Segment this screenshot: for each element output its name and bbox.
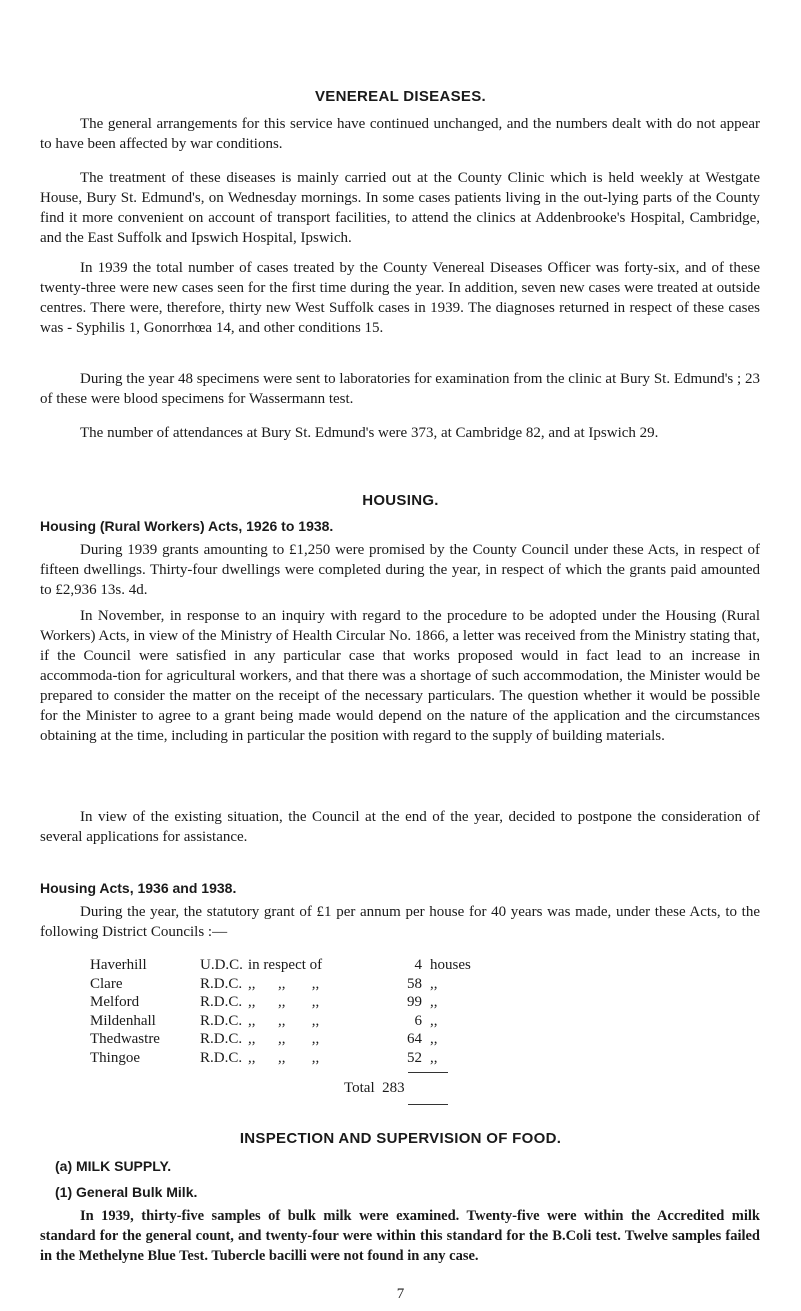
respect-text: in respect of [248, 957, 323, 973]
council-name: Haverhill [90, 957, 147, 973]
paragraph: In 1939, thirty-five samples of bulk milk were examined. Twenty-five were within the Accredited milk standard for the general count, and twenty-four were within this standard for the B.Coli test. Twelve samples failed in the Methelyne Blue Test. Tubercle bacilli were not found in any case. [40, 1208, 760, 1264]
paragraph: The general arrangements for this service have continued unchanged, and the numbers dealt with do not appear to have been affected by war conditions. [40, 116, 760, 152]
council-type: R.D.C. [200, 994, 243, 1010]
paragraph: In 1939 the total number of cases treated by the County Venereal Diseases Officer was forty-six, and of these twenty-three were new cases seen for the first time during the year. In addition, seven new cases were treated at outside centres. There were, therefore, thirty new West Suffolk cases in 1939. The diagnoses returned in respect of these cases was - Syphilis 1, Gonorrhœa 14, and other conditions 15. [40, 260, 760, 336]
page-number: 7 [396, 1286, 405, 1302]
council-type: R.D.C. [200, 1031, 243, 1047]
section-title-inspection: INSPECTION AND SUPERVISION OF FOOD. [239, 1130, 562, 1147]
council-name: Clare [90, 975, 123, 992]
house-count: 4 [414, 957, 422, 973]
respect-text: ,, ,, ,, [248, 1049, 320, 1066]
section-title-housing: HOUSING. [362, 492, 439, 509]
house-count: 58 [407, 975, 422, 992]
subheading-milk-supply: (a) MILK SUPPLY. [55, 1158, 172, 1174]
total-label: Total [344, 1080, 375, 1096]
unit: ,, [430, 1031, 438, 1047]
respect-text: ,, ,, ,, [248, 994, 320, 1010]
house-count: 6 [414, 1012, 422, 1029]
council-name: Thingoe [90, 1049, 140, 1066]
paragraph: In view of the existing situation, the Council at the end of the year, decided to postpone the consideration of several applications for assistance. [40, 809, 760, 845]
unit: houses [430, 957, 471, 973]
table-row [90, 1049, 500, 1068]
council-type: R.D.C. [200, 1049, 243, 1066]
paragraph: The number of attendances at Bury St. Edmund's were 373, at Cambridge 82, and at Ipswich 29. [80, 425, 659, 441]
unit: ,, [430, 1012, 438, 1029]
council-type: R.D.C. [200, 1012, 243, 1029]
respect-text: ,, ,, ,, [248, 1012, 320, 1029]
house-count: 99 [407, 994, 422, 1010]
paragraph: In November, in response to an inquiry with regard to the procedure to be adopted under the Housing (Rural Workers) Acts, in view of the Ministry of Health Circular No. 1866, a letter was received from the Ministry stating that, if the Council were satisfied in any particular case that works proposed would in fact lead to an increase in accommoda-tion for agricultural workers, and that there was a shortage of such accommodation, the Minister would be prepared to consider the matter on the receipt of the necessary particulars. The question whether it would be possible for the Minister to agree to a grant being made would depend on the nature of the application and the circumstances obtaining at the time, including in particular the position with regard to the supply of building materials. [40, 608, 760, 744]
table-row [90, 1012, 500, 1031]
council-name: Mildenhall [90, 1012, 156, 1029]
unit: ,, [430, 1049, 438, 1066]
house-count: 64 [407, 1031, 422, 1047]
sum-rule-bottom [408, 1104, 448, 1105]
total-row [344, 1080, 405, 1097]
sum-rule-top [408, 1072, 448, 1073]
council-name: Melford [90, 994, 140, 1010]
house-count: 52 [407, 1049, 422, 1066]
total-value: 283 [382, 1080, 405, 1096]
paragraph: The treatment of these diseases is mainly carried out at the County Clinic which is held weekly at Westgate House, Bury St. Edmund's, on Wednesday mornings. In some cases patients living in the out-lying parts of the County find it more convenient on account of transport facilities, to attend the clinics at Addenbrooke's Hospital, Cambridge, and the East Suffolk and Ipswich Hospital, Ipswich. [40, 170, 760, 246]
subheading-bulk-milk: (1) General Bulk Milk. [55, 1184, 198, 1200]
council-name: Thedwastre [90, 1031, 160, 1047]
subheading-housing-acts: Housing Acts, 1936 and 1938. [40, 880, 237, 896]
unit: ,, [430, 994, 438, 1010]
subheading-rural-workers: Housing (Rural Workers) Acts, 1926 to 1938. [40, 518, 334, 534]
paragraph: During the year 48 specimens were sent to laboratories for examination from the clinic at Bury St. Edmund's ; 23 of these were blood specimens for Wassermann test. [40, 371, 760, 407]
table-row [90, 1030, 500, 1049]
paragraph: During the year, the statutory grant of £1 per annum per house for 40 years was made, under these Acts, to the following District Councils :— [40, 904, 760, 940]
council-type: U.D.C. [200, 957, 243, 973]
respect-text: ,, ,, ,, [248, 975, 320, 992]
section-title-venereal: VENEREAL DISEASES. [314, 88, 486, 105]
council-type: R.D.C. [200, 975, 243, 992]
unit: ,, [430, 975, 438, 992]
table-row [90, 956, 500, 975]
respect-text: ,, ,, ,, [248, 1031, 320, 1047]
table-row [90, 975, 500, 994]
councils-table [90, 956, 500, 1067]
paragraph: During 1939 grants amounting to £1,250 were promised by the County Council under these Acts, in respect of fifteen dwellings. Thirty-four dwellings were completed during the year, in respect of which the grants paid amounted to £2,936 13s. 4d. [40, 542, 760, 598]
table-row [90, 993, 500, 1012]
